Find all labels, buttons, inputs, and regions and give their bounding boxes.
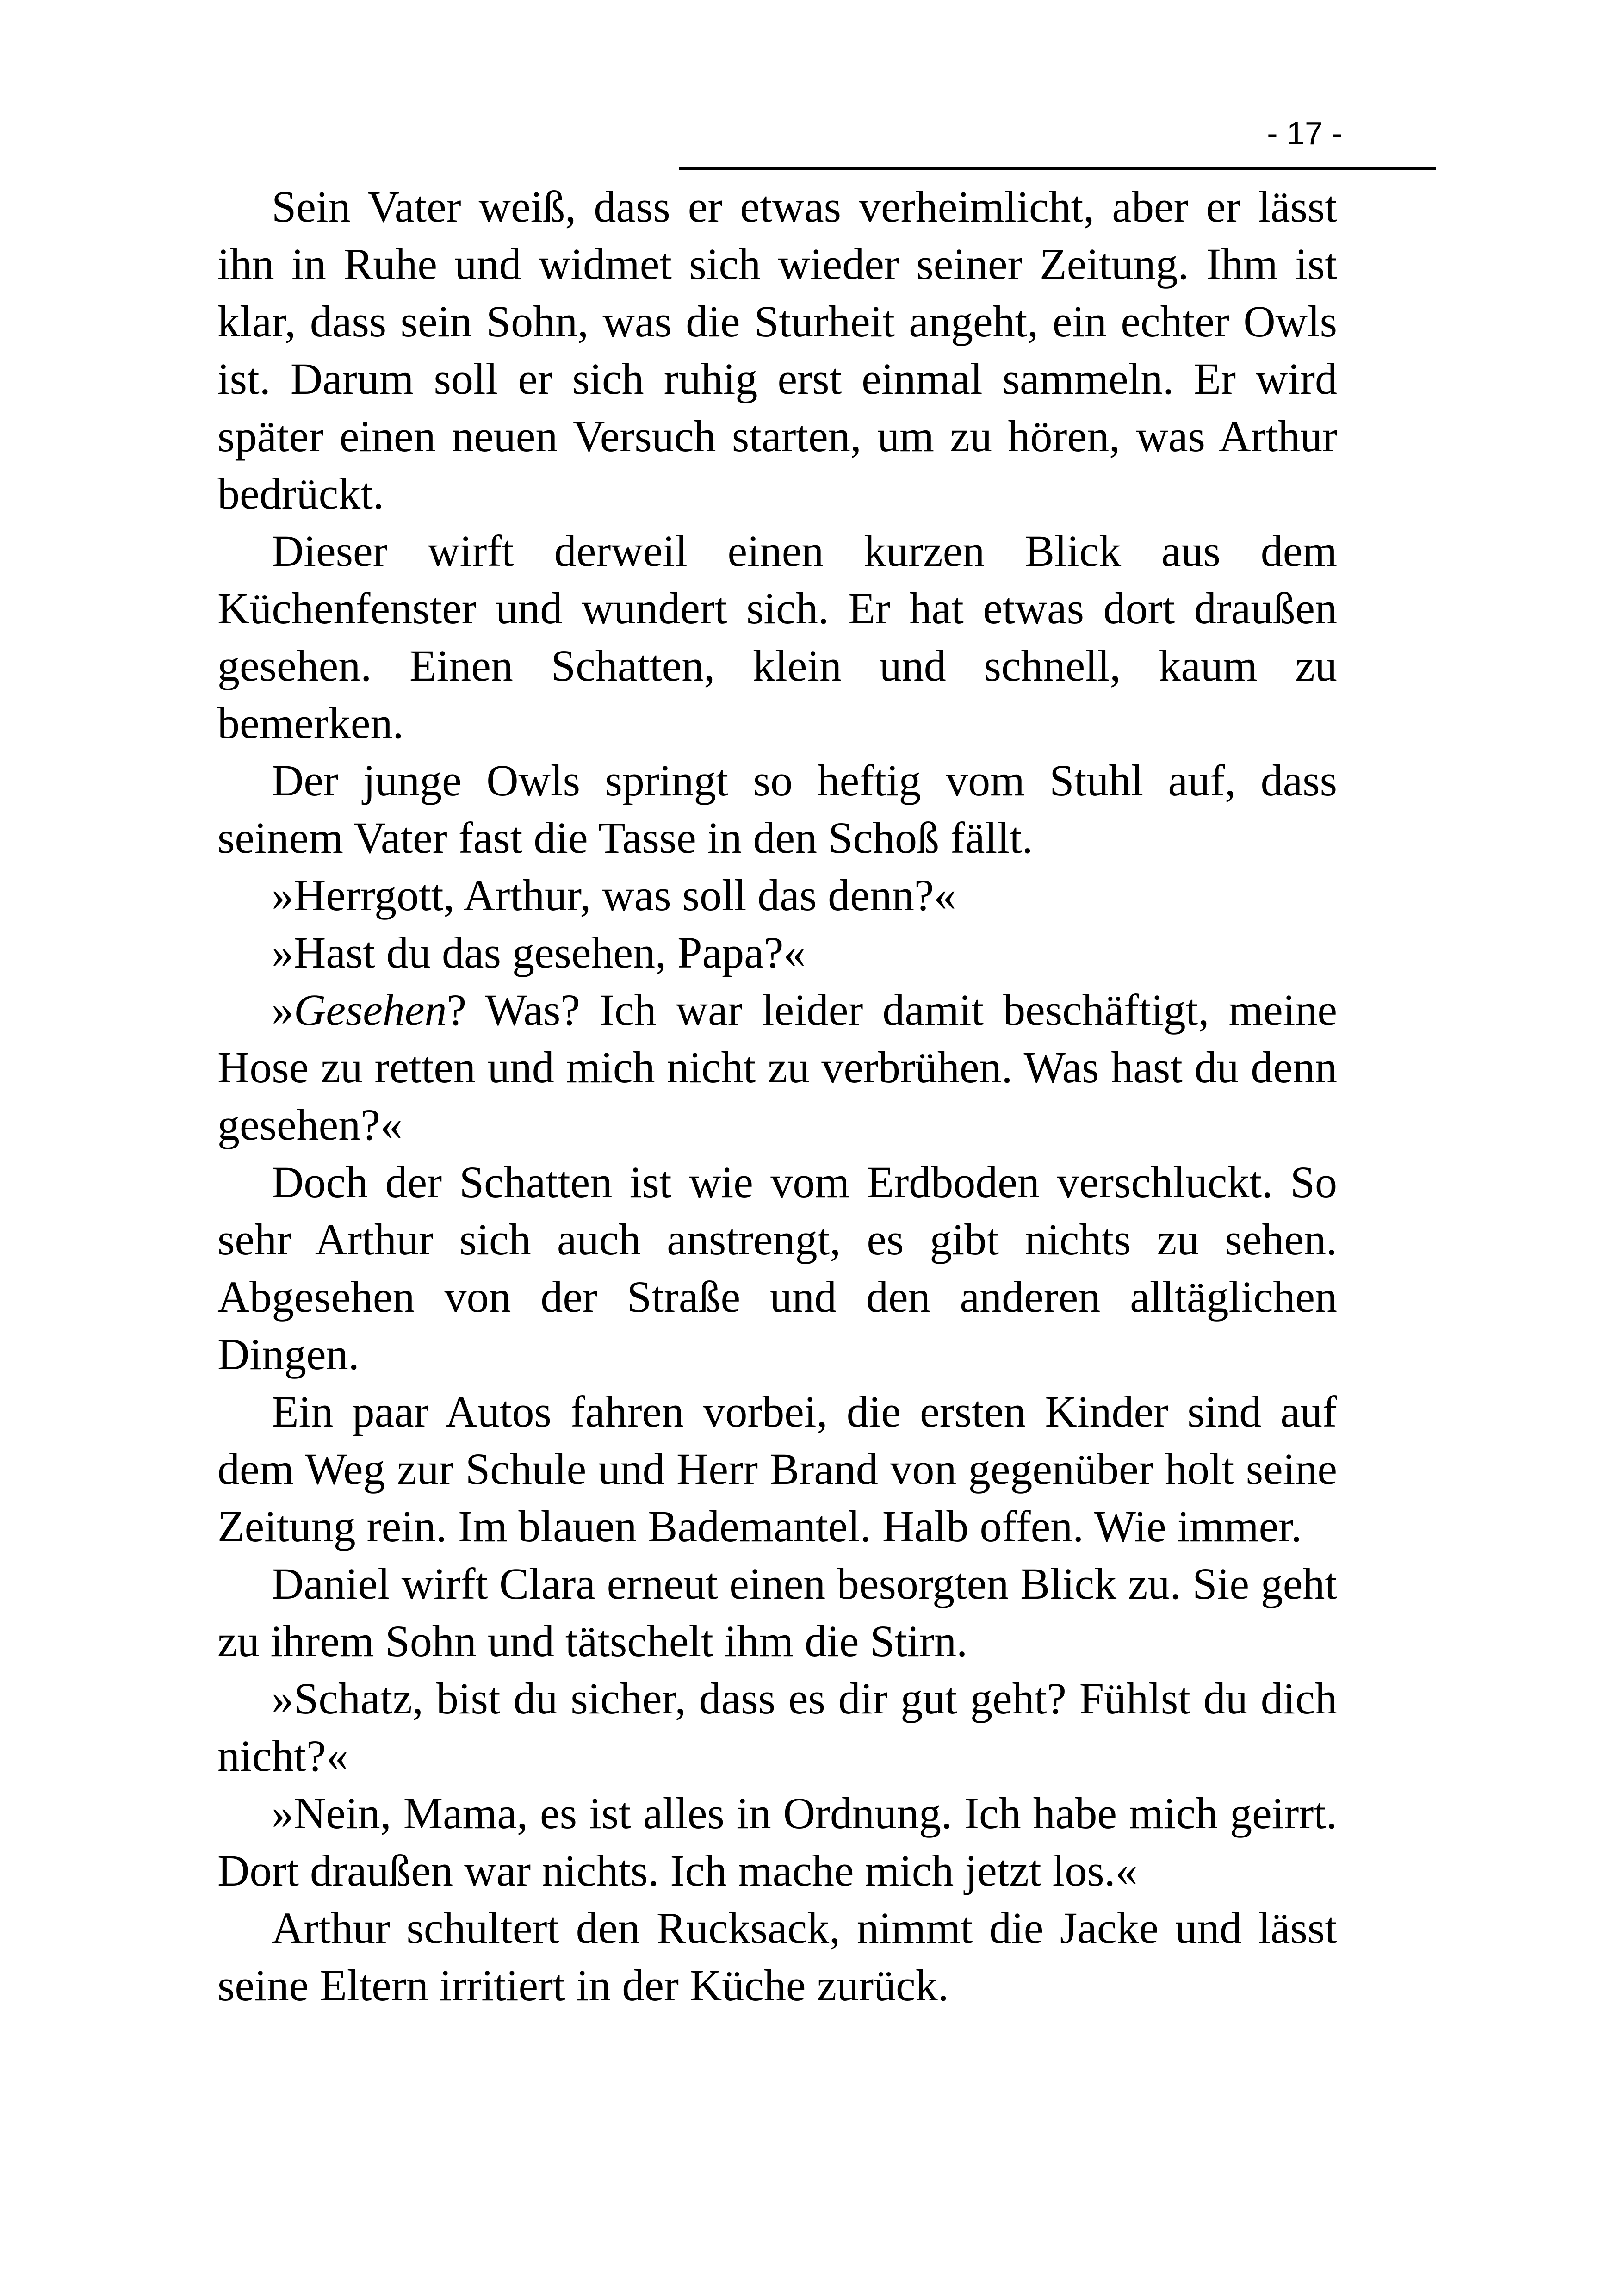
paragraph: Sein Vater weiß, dass er etwas verheimlicht, aber er lässt ihn in Ruhe und widmet sich wieder seiner Zeitung. Ihm ist klar, dass sein Sohn, was die Sturheit angeht, ein echter Owls ist. Darum soll er sich ruhig erst einmal sammeln. Er wird später einen neuen Versuch starten, um zu hören, was Arthur bedrückt. xyxy=(217,182,1337,518)
paragraph: »Schatz, bist du sicher, dass es dir gut geht? Fühlst du dich nicht?« xyxy=(217,1674,1337,1781)
paragraph: Arthur schultert den Rucksack, nimmt die Jacke und lässt seine Eltern irritiert in der Küche zurück. xyxy=(217,1903,1337,2010)
header-rule xyxy=(679,167,1436,170)
paragraph-italic-word: Gesehen xyxy=(294,985,447,1035)
paragraph: »Nein, Mama, es ist alles in Ordnung. Ich habe mich geirrt. Dort draußen war nichts. Ich mache mich jetzt los.« xyxy=(217,1788,1337,1895)
paragraph-lead: » xyxy=(272,985,294,1035)
paragraph-tail: ? Was? Ich war leider damit beschäftigt, meine Hose zu retten und mich nicht zu verbrühen. Was hast du denn gesehen?« xyxy=(217,985,1337,1149)
paragraph: »Herrgott, Arthur, was soll das denn?« xyxy=(272,870,956,920)
page-number: - 17 - xyxy=(1267,115,1343,151)
paragraph: Dieser wirft derweil einen kurzen Blick aus dem Küchenfenster und wundert sich. Er hat etwas dort draußen gesehen. Einen Schatten, klein und schnell, kaum zu bemerken. xyxy=(217,526,1337,748)
paragraph: Der junge Owls springt so heftig vom Stuhl auf, dass seinem Vater fast die Tasse in den Schoß fällt. xyxy=(217,756,1337,863)
paragraph: Daniel wirft Clara erneut einen besorgten Blick zu. Sie geht zu ihrem Sohn und tätschelt ihm die Stirn. xyxy=(217,1559,1337,1666)
paragraph: Doch der Schatten ist wie vom Erdboden verschluckt. So sehr Arthur sich auch anstrengt, es gibt nichts zu sehen. Abgesehen von der Straße und den anderen alltäglichen Dingen. xyxy=(217,1157,1337,1379)
paragraph: Ein paar Autos fahren vorbei, die ersten Kinder sind auf dem Weg zur Schule und Herr Brand von gegenüber holt seine Zeitung rein. Im blauen Bademantel. Halb offen. Wie immer. xyxy=(217,1387,1337,1551)
paragraph: »Hast du das gesehen, Papa?« xyxy=(272,928,806,977)
paragraph xyxy=(217,981,1337,1154)
book-body-text xyxy=(217,178,1337,2014)
